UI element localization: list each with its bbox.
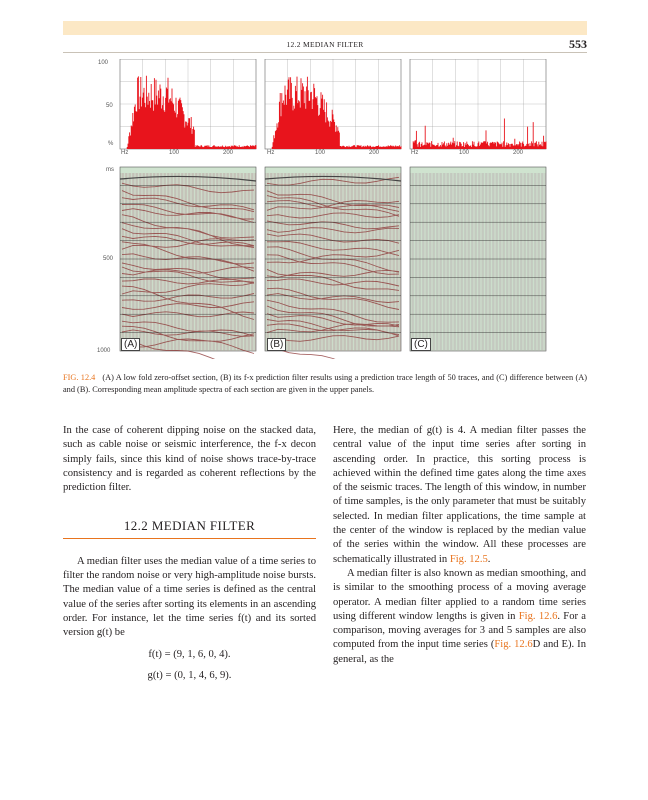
caption-figure-number: FIG. 12.4	[63, 373, 96, 382]
figure-graphic	[90, 59, 560, 359]
paragraph-median-definition: A median filter uses the median value of a time series to filter the random noise or very high-amplitude noise bursts. The median value of a time series is defined as the central value of the series after sorting its elements in an ascending order. For instance, let the time series f(t) and its sorted version g(t) be	[63, 555, 316, 639]
paragraph-text: Here, the median of g(t) is 4. A median filter passes the central value of the input time series after sorting in ascending order. In practice, this sorting process is achieved within the defined time gates along the time axes of the seismic traces. The length of this window, in number of time samples, is the only parameter that must be suitably selected. In median filter applications, the time sample at the center of the window is replaced by the median value of the series within the window. All these processes are schematically illustrated in	[333, 425, 586, 565]
equation-g: g(t) = (0, 1, 4, 6, 9).	[147, 669, 232, 681]
paragraph-text: .	[487, 553, 491, 565]
figure-link-12-6[interactable]: Fig. 12.6	[518, 610, 558, 622]
figure-caption	[63, 372, 587, 396]
spectrum-c-x-100: 100	[459, 150, 470, 156]
header-color-band	[63, 21, 587, 35]
equation-f: f(t) = (9, 1, 6, 0, 4).	[148, 648, 231, 660]
running-title: 12.2 MEDIAN FILTER	[286, 40, 364, 49]
left-column	[63, 424, 316, 690]
figure-12-4	[90, 59, 560, 359]
spectrum-a-x-200: 200	[223, 150, 234, 156]
section-y-tick-500: 500	[103, 256, 114, 262]
section-y-tick-1000: 1000	[97, 348, 111, 354]
spectrum-b-x-200: 200	[369, 150, 380, 156]
spectrum-b-x-hz: Hz	[267, 150, 275, 156]
figure-link-12-6-de[interactable]: Fig. 12.6	[494, 639, 533, 651]
spectrum-c-x-hz: Hz	[411, 150, 419, 156]
section-heading: 12.2 MEDIAN FILTER	[63, 519, 316, 538]
paragraph-text: . For a comparison, moving averages for 3 and 5 samples are also computed from the input time series (	[333, 610, 586, 651]
spectrum-a-x-100: 100	[169, 150, 180, 156]
page-number: 553	[569, 37, 587, 51]
figure-link-12-5[interactable]: Fig. 12.5	[449, 553, 488, 565]
running-head	[63, 38, 587, 53]
paragraph-text: D and E). In general, as the	[333, 639, 586, 665]
right-column	[333, 424, 586, 667]
panel-label-b: (B)	[267, 338, 286, 351]
paragraph-text: A median filter is also known as median smoothing, and is similar to the smoothing process of a moving average operator. A median filter applied to a random time series using different window lengths is given in	[333, 567, 586, 622]
caption-text: (A) A low fold zero-offset section, (B) its f-x prediction filter results using a prediction trace length of 50 traces, and (C) difference between (A) and (B). Corresponding mean amplitude spectra of each section are given in the upper panels.	[63, 373, 587, 394]
paragraph-median-filter	[333, 424, 586, 567]
spectrum-y-tick-percent: %	[108, 141, 114, 147]
panel-label-c: (C)	[411, 338, 431, 351]
spectrum-b-x-100: 100	[315, 150, 326, 156]
spectrum-y-tick-100: 100	[98, 60, 109, 66]
spectrum-a-x-hz: Hz	[121, 150, 129, 156]
spectrum-c-x-200: 200	[513, 150, 524, 156]
section-y-tick-ms: ms	[106, 167, 114, 173]
paragraph-median-smoothing	[333, 567, 586, 667]
panel-label-a: (A)	[121, 338, 140, 351]
paragraph-coherent-noise: In the case of coherent dipping noise on the stacked data, such as cable noise or seismic interference, the f-x decon simply fails, since this kind of noise shows trace-by-trace consistency and is regarded as coherent reflections by the prediction filter.	[63, 425, 316, 494]
spectrum-y-tick-50: 50	[106, 103, 113, 109]
